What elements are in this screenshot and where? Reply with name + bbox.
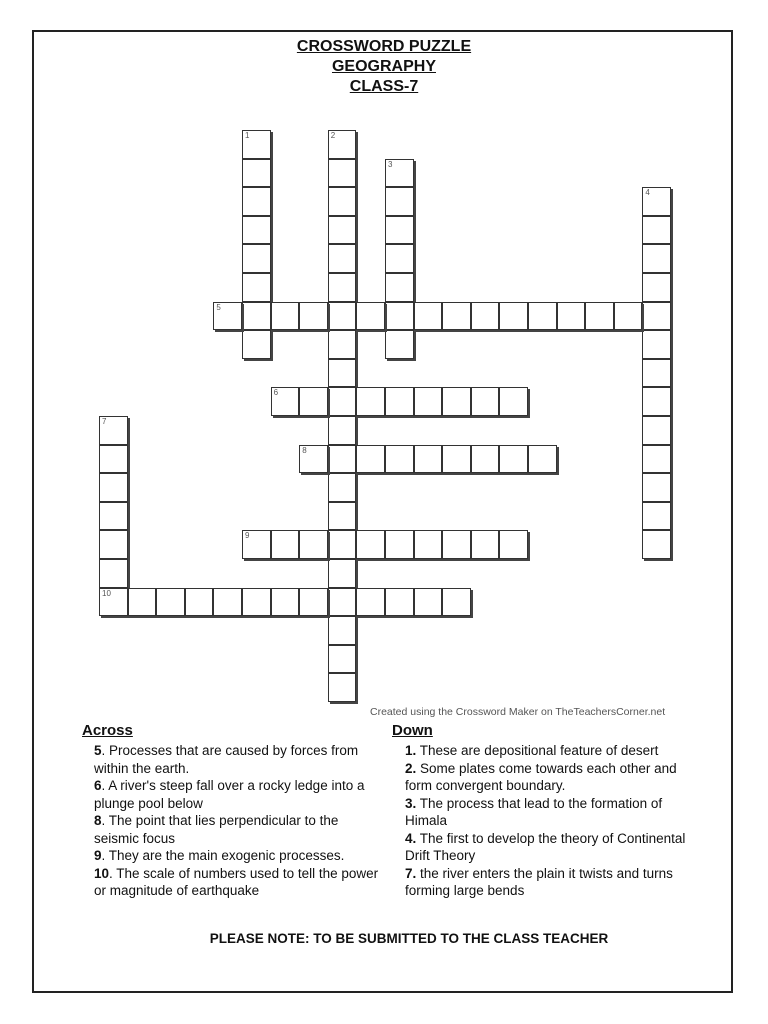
- credit-text: Created using the Crossword Maker on TheTeachersCorner.net: [370, 706, 666, 718]
- grid-cell[interactable]: [471, 387, 500, 416]
- grid-cell[interactable]: [642, 387, 671, 416]
- grid-cell[interactable]: [356, 588, 385, 617]
- down-clue-text: The process that lead to the formation of Himala: [405, 795, 663, 828]
- grid-cell[interactable]: [642, 273, 671, 302]
- grid-cell[interactable]: [642, 216, 671, 245]
- down-clue: [405, 865, 695, 900]
- grid-cell[interactable]: [499, 445, 528, 474]
- across-heading: Across: [82, 722, 133, 739]
- down-heading: Down: [392, 722, 433, 739]
- grid-cell[interactable]: [499, 530, 528, 559]
- across-clue: [94, 742, 384, 777]
- grid-cell[interactable]: [328, 588, 357, 617]
- grid-cell[interactable]: [442, 302, 471, 331]
- grid-cell[interactable]: [356, 445, 385, 474]
- grid-cell[interactable]: [642, 330, 671, 359]
- grid-cell[interactable]: [385, 445, 414, 474]
- grid-cell[interactable]: [328, 187, 357, 216]
- down-clue-number: 1.: [405, 743, 417, 758]
- puzzle-title: CROSSWORD PUZZLE: [296, 38, 472, 55]
- clue-number: 5: [216, 302, 221, 312]
- grid-cell[interactable]: [328, 302, 357, 331]
- down-clue-number: 3.: [405, 795, 417, 811]
- class-title: CLASS-7: [349, 78, 419, 95]
- grid-cell[interactable]: [213, 302, 242, 331]
- grid-cell[interactable]: [328, 273, 357, 302]
- grid-cell[interactable]: [328, 473, 357, 502]
- grid-cell[interactable]: [328, 645, 357, 674]
- grid-cell[interactable]: [242, 530, 271, 559]
- grid-cell[interactable]: [242, 130, 271, 159]
- grid-cell[interactable]: [328, 416, 357, 445]
- grid-cell[interactable]: [442, 387, 471, 416]
- clue-number: 1: [245, 131, 250, 140]
- grid-cell[interactable]: [442, 445, 471, 474]
- grid-cell[interactable]: [499, 387, 528, 416]
- grid-cell[interactable]: [385, 387, 414, 416]
- grid-cell[interactable]: [328, 130, 357, 159]
- across-clue-number: 6: [94, 778, 102, 793]
- grid-cell[interactable]: [271, 387, 300, 416]
- across-clue: [94, 777, 384, 812]
- grid-cell[interactable]: [499, 302, 528, 331]
- grid-cell[interactable]: [642, 530, 671, 559]
- grid-cell[interactable]: [385, 530, 414, 559]
- grid-cell[interactable]: [642, 416, 671, 445]
- grid-cell[interactable]: [442, 588, 471, 617]
- clue-number: 7: [102, 417, 107, 426]
- grid-cell[interactable]: [642, 302, 671, 331]
- grid-cell[interactable]: [328, 502, 357, 531]
- grid-cell[interactable]: [528, 445, 557, 474]
- grid-cell[interactable]: [471, 530, 500, 559]
- grid-cell[interactable]: [414, 302, 443, 331]
- across-clue: [94, 812, 384, 847]
- grid-cell[interactable]: [299, 588, 328, 617]
- grid-cell[interactable]: [328, 559, 357, 588]
- down-clue-list: [405, 742, 695, 900]
- grid-cell[interactable]: [385, 187, 414, 216]
- grid-cell[interactable]: [242, 159, 271, 188]
- grid-cell[interactable]: [271, 530, 300, 559]
- grid-cell[interactable]: [271, 302, 300, 331]
- grid-cell[interactable]: [328, 330, 357, 359]
- grid-cell[interactable]: [414, 445, 443, 474]
- across-clue-number: 5: [94, 743, 102, 758]
- grid-cell[interactable]: [528, 302, 557, 331]
- across-clue: [94, 847, 384, 865]
- clue-number: 8: [302, 445, 307, 455]
- grid-cell[interactable]: [385, 588, 414, 617]
- grid-cell[interactable]: [385, 244, 414, 273]
- grid-cell[interactable]: [642, 473, 671, 502]
- grid-cell[interactable]: [213, 588, 242, 617]
- grid-cell[interactable]: [128, 588, 157, 617]
- grid-cell[interactable]: [99, 416, 128, 445]
- clue-number: 6: [273, 388, 279, 398]
- clue-number: 4: [645, 188, 650, 198]
- across-clue-list: [94, 742, 384, 900]
- grid-cell[interactable]: [242, 302, 271, 331]
- down-clue: [405, 760, 695, 795]
- grid-cell[interactable]: [328, 159, 357, 188]
- grid-cell[interactable]: [99, 530, 128, 559]
- grid-cell[interactable]: [385, 302, 414, 331]
- grid-cell[interactable]: [414, 530, 443, 559]
- grid-cell[interactable]: [642, 244, 671, 273]
- subject-title: GEOGRAPHY: [331, 58, 436, 75]
- grid-cell[interactable]: [328, 616, 357, 645]
- across-clue-number: 9: [94, 848, 102, 863]
- across-clue-text: . Processes that are caused by forces from within the earth.: [94, 743, 359, 776]
- grid-cell[interactable]: [328, 216, 357, 245]
- across-clue-text: . The point that lies perpendicular to the seismic focus: [94, 813, 339, 846]
- clue-number: 9: [245, 531, 250, 541]
- grid-cell[interactable]: [471, 302, 500, 331]
- down-clue-number: 7.: [405, 865, 417, 881]
- grid-cell[interactable]: [328, 359, 357, 388]
- down-clue: [405, 742, 695, 760]
- grid-cell[interactable]: [299, 445, 328, 474]
- grid-cell[interactable]: [242, 244, 271, 273]
- grid-cell[interactable]: [299, 387, 328, 416]
- grid-cell[interactable]: [242, 216, 271, 245]
- grid-cell[interactable]: [99, 502, 128, 531]
- submission-note: PLEASE NOTE: TO BE SUBMITTED TO THE CLASS TEACHER: [209, 931, 609, 946]
- grid-cell[interactable]: [299, 302, 328, 331]
- down-clue: [405, 795, 695, 830]
- grid-cell[interactable]: [328, 387, 357, 416]
- grid-cell[interactable]: [385, 273, 414, 302]
- grid-cell[interactable]: [328, 530, 357, 559]
- grid-cell[interactable]: [414, 387, 443, 416]
- grid-cell[interactable]: [242, 187, 271, 216]
- grid-cell[interactable]: [414, 588, 443, 617]
- down-clue: [405, 830, 695, 865]
- clue-number: 2: [330, 131, 336, 140]
- grid-cell[interactable]: [99, 445, 128, 474]
- clue-number: 10: [102, 588, 111, 598]
- grid-cell[interactable]: [99, 473, 128, 502]
- down-clue-text: The first to develop the theory of Continental Drift Theory: [405, 830, 686, 863]
- grid-cell[interactable]: [156, 588, 185, 617]
- down-clue-text: the river enters the plain it twists and turns forming large bends: [405, 865, 673, 898]
- grid-cell[interactable]: [185, 588, 214, 617]
- across-clue: [94, 865, 384, 900]
- grid-cell[interactable]: [642, 445, 671, 474]
- grid-cell[interactable]: [642, 187, 671, 216]
- grid-cell[interactable]: [242, 330, 271, 359]
- grid-cell[interactable]: [471, 445, 500, 474]
- grid-cell[interactable]: [242, 588, 271, 617]
- grid-cell[interactable]: [557, 302, 586, 331]
- grid-cell[interactable]: [356, 302, 385, 331]
- grid-cell[interactable]: [99, 559, 128, 588]
- grid-cell[interactable]: [356, 387, 385, 416]
- grid-cell[interactable]: [585, 302, 614, 331]
- grid-cell[interactable]: [642, 359, 671, 388]
- grid-cell[interactable]: [356, 530, 385, 559]
- grid-cell[interactable]: [385, 159, 414, 188]
- down-clue-text: These are depositional feature of desert: [416, 743, 659, 758]
- across-clue-number: 8: [94, 813, 102, 828]
- clue-number: 3: [388, 159, 393, 169]
- grid-cell[interactable]: [328, 445, 357, 474]
- grid-cell[interactable]: [328, 244, 357, 273]
- down-clue-number: 2.: [405, 760, 417, 776]
- across-clue-number: 10: [94, 865, 110, 881]
- down-clue-number: 4.: [405, 830, 417, 846]
- across-clue-text: . They are the main exogenic processes.: [101, 848, 345, 863]
- down-clue-text: Some plates come towards each other and form convergent boundary.: [405, 760, 677, 793]
- grid-cell[interactable]: [614, 302, 643, 331]
- grid-cell[interactable]: [385, 330, 414, 359]
- grid-cell[interactable]: [299, 530, 328, 559]
- grid-cell[interactable]: [99, 588, 128, 617]
- grid-cell[interactable]: [642, 502, 671, 531]
- grid-cell[interactable]: [271, 588, 300, 617]
- across-clue-text: . A river's steep fall over a rocky ledge into a plunge pool below: [94, 778, 365, 811]
- grid-cell[interactable]: [385, 216, 414, 245]
- grid-cell[interactable]: [442, 530, 471, 559]
- across-clue-text: . The scale of numbers used to tell the power or magnitude of earthquake: [94, 865, 379, 898]
- grid-cell[interactable]: [242, 273, 271, 302]
- grid-cell[interactable]: [328, 673, 357, 702]
